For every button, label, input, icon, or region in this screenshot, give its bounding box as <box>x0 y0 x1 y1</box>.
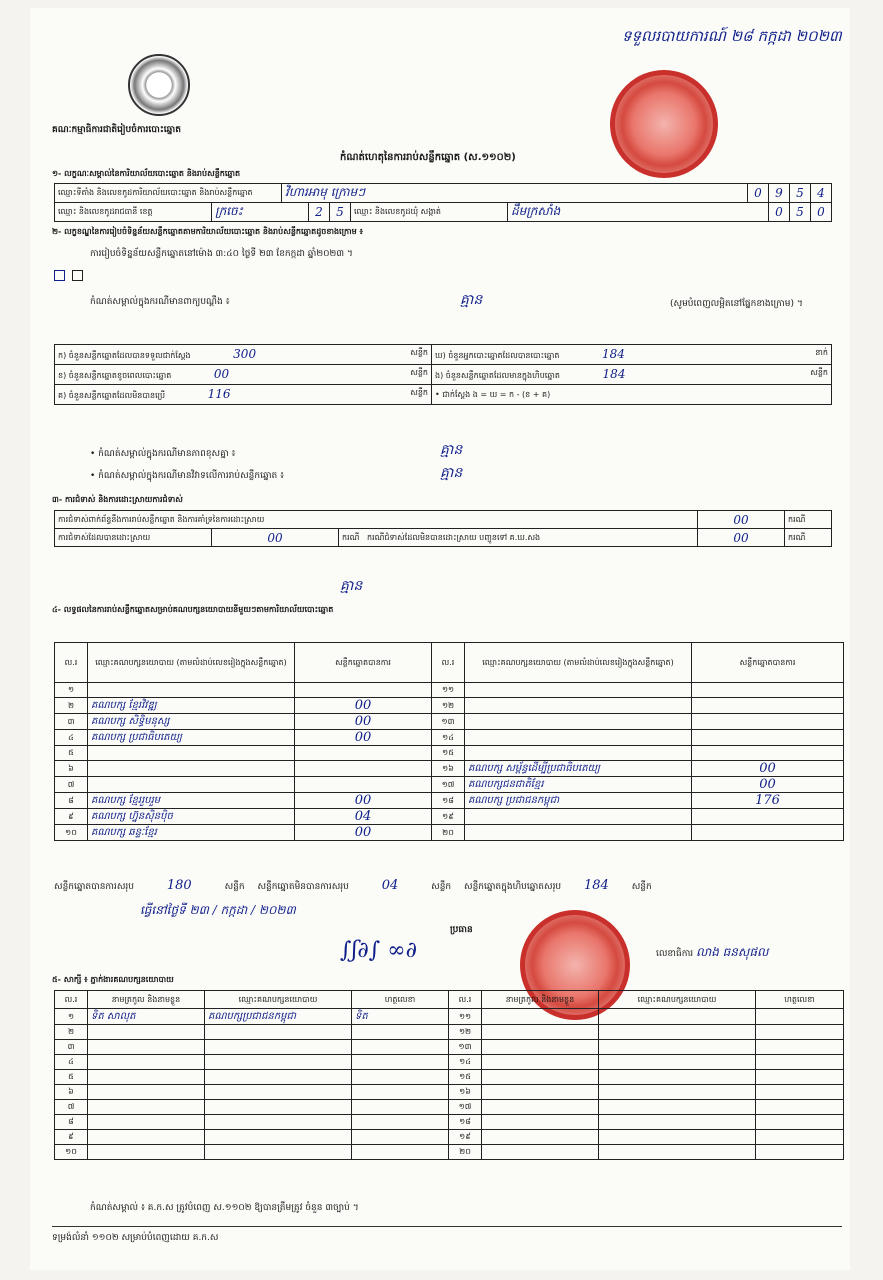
witness-name-right <box>482 1070 599 1085</box>
results-row <box>55 793 844 809</box>
results-party-right <box>465 683 692 698</box>
witness-party-left <box>205 1100 352 1115</box>
witness-name-right <box>482 1100 599 1115</box>
count-b-unit: សន្លឹក <box>410 368 428 377</box>
objection-row1-label: ការជំទាស់ពាក់ព័ន្ធនឹងការរាប់សន្លឹកឆ្នោត និងការគាំទ្រនៃការដោះស្រាយ <box>55 511 698 529</box>
results-body <box>55 683 844 841</box>
received-date-handwriting: ទទួលរបាយការណ៍ ២៨ កក្កដា ២០២៣ <box>622 27 842 45</box>
results-no-right: ១១ <box>432 683 465 698</box>
checkbox-no[interactable] <box>72 270 83 281</box>
witness-party-left <box>205 1115 352 1130</box>
results-no-left: ៩ <box>55 809 88 825</box>
results-party-left <box>88 777 295 793</box>
witness-sig-left <box>352 1100 449 1115</box>
witness-no-left: ៨ <box>55 1115 88 1130</box>
witness-name-right <box>482 1025 599 1040</box>
witness-party-right <box>599 1100 756 1115</box>
count-a-unit: សន្លឹក <box>410 348 428 357</box>
witness-no-left: ១០ <box>55 1145 88 1160</box>
footer-divider <box>52 1226 842 1227</box>
witness-row <box>55 1055 844 1070</box>
results-no-left: ៥ <box>55 746 88 761</box>
objection-row1-value: 00 <box>698 511 785 529</box>
results-header-votes-left: សន្លឹកឆ្នោតបានការ <box>295 643 432 683</box>
commune-code-3: 0 <box>811 203 832 222</box>
results-header-votes-right: សន្លឹកឆ្នោតបានការ <box>692 643 844 683</box>
results-row <box>55 809 844 825</box>
witness-party-right <box>599 1040 756 1055</box>
results-party-right <box>465 698 692 714</box>
results-party-left <box>88 761 295 777</box>
witness-sig-right <box>756 1085 844 1100</box>
witness-no-left: ៤ <box>55 1055 88 1070</box>
results-party-left: គណបក្ស ឆន្ទៈខ្មែរ <box>88 825 295 841</box>
witness-party-right <box>599 1009 756 1025</box>
results-votes-right <box>692 746 844 761</box>
results-votes-right <box>692 809 844 825</box>
witness-party-right <box>599 1055 756 1070</box>
witness-header-no-right: ល.រ <box>449 991 482 1009</box>
results-no-right: ១៥ <box>432 746 465 761</box>
results-votes-left <box>295 761 432 777</box>
results-header-party-right: ឈ្មោះគណបក្សនយោបាយ (តាមលំដាប់លេខរៀងក្នុងសន្លឹកឆ្នោត) <box>465 643 692 683</box>
witness-party-left <box>205 1145 352 1160</box>
results-votes-left <box>295 746 432 761</box>
witness-sig-left <box>352 1070 449 1085</box>
witness-no-left: ៩ <box>55 1130 88 1145</box>
witness-row <box>55 1025 844 1040</box>
witness-sig-left <box>352 1040 449 1055</box>
witness-name-left: ទិត សាលុត <box>88 1009 205 1025</box>
results-row <box>55 714 844 730</box>
witness-sig-right <box>756 1055 844 1070</box>
results-row <box>55 777 844 793</box>
witness-header-sig: ហត្ថលេខា <box>352 991 449 1009</box>
witness-no-right: ១៦ <box>449 1085 482 1100</box>
witness-sig-right <box>756 1115 844 1130</box>
count-c-value: 116 <box>207 387 231 401</box>
location-label: ឈ្មោះទីតាំង និងលេខកូដការិយាល័យបោះឆ្នោត និងរាប់សន្លឹកឆ្នោត <box>55 184 282 203</box>
valid-total-value: 180 <box>166 878 192 893</box>
section2-title: ២- លក្ខខណ្ឌនៃការរៀបចំទិន្នន័យសន្លឹកឆ្នោតតាមការិយាល័យបោះឆ្នោត និងរាប់សន្លឹកឆ្នោតដូចខាងក្រោម ៖ <box>52 227 363 236</box>
count-d-value: 184 <box>601 347 625 361</box>
witness-party-left <box>205 1040 352 1055</box>
results-party-left: គណបក្ស ខ្មែរវិវឌ្ឍ <box>88 698 295 714</box>
witness-header-name-right: នាមត្រកូល និងនាមខ្លួន <box>482 991 599 1009</box>
witness-header-no: ល.រ <box>55 991 88 1009</box>
note2-value: គ្មាន <box>440 465 463 481</box>
results-no-left: ១ <box>55 683 88 698</box>
box-total-label: សន្លឹកឆ្នោតក្នុងហិបឆ្នោតសរុប <box>464 882 562 892</box>
section1-title: ១- លក្ខណៈសម្គាល់នៃការិយាល័យបោះឆ្នោត និងរាប់សន្លឹកឆ្នោត <box>52 169 241 178</box>
results-no-left: ៣ <box>55 714 88 730</box>
results-votes-left <box>295 683 432 698</box>
witness-party-right <box>599 1145 756 1160</box>
witness-header-sig-right: ហត្ថលេខា <box>756 991 844 1009</box>
results-party-right <box>465 809 692 825</box>
witness-no-left: ៧ <box>55 1100 88 1115</box>
note1-label: • កំណត់សម្គាល់ក្នុងករណីមានភាពខុសគ្នា ៖ <box>90 449 236 459</box>
witness-no-left: ៣ <box>55 1040 88 1055</box>
results-no-right: ១៩ <box>432 809 465 825</box>
complaint-note: (សូមបំពេញលម្អិតនៅផ្នែកខាងក្រោម) ។ <box>670 299 803 309</box>
witness-sig-right <box>756 1040 844 1055</box>
witness-header-party: ឈ្មោះគណបក្សនយោបាយ <box>205 991 352 1009</box>
witness-row <box>55 1085 844 1100</box>
count-c-label: គ) ចំនួនសន្លឹកឆ្នោតដែលមិនបានប្រើ <box>58 391 166 400</box>
count-b-label: ខ) ចំនួនសន្លឹកឆ្នោតខូចពេលបោះឆ្នោត <box>58 371 172 380</box>
witness-name-left <box>88 1025 205 1040</box>
results-no-right: ២០ <box>432 825 465 841</box>
results-votes-left <box>295 777 432 793</box>
results-party-left: គណបក្ស ប្រជាធិបតេយ្យ <box>88 730 295 746</box>
witness-no-right: ១៣ <box>449 1040 482 1055</box>
results-party-right <box>465 746 692 761</box>
objection-row2-unit: ករណី <box>342 532 360 542</box>
note2-label: • កំណត់សម្គាល់ក្នុងករណីមានវិវាទលើការរាប់សន្លឹកឆ្នោត ៖ <box>90 471 285 481</box>
results-votes-left: 00 <box>295 714 432 730</box>
results-votes-right <box>692 730 844 746</box>
results-party-right: គណបក្សជនជាតិខ្មែរ <box>465 777 692 793</box>
witness-table <box>54 990 844 1160</box>
objection-row1-unit: ករណី <box>785 511 832 529</box>
complaint-label: កំណត់សម្គាល់ក្នុងករណីមានពាក្យបណ្ដឹង ៖ <box>90 297 230 307</box>
witness-party-left <box>205 1070 352 1085</box>
results-no-right: ១៧ <box>432 777 465 793</box>
objection-row3-value: 00 <box>698 529 785 547</box>
witness-row <box>55 1040 844 1055</box>
results-party-left <box>88 746 295 761</box>
witness-row <box>55 1130 844 1145</box>
chair-signature: ∫ʃ∂∫ ∞∂ <box>340 938 417 963</box>
footer-note: កំណត់សម្គាល់ ៖ គ.ក.ស ត្រូវបំពេញ ស.១១០២ ឱ្យបានត្រឹមត្រូវ ចំនួន ៣ច្បាប់ ។ <box>90 1203 359 1213</box>
count-a-label: ក) ចំនួនសន្លឹកឆ្នោតដែលបានទទួលជាក់ស្ដែង <box>58 351 191 360</box>
results-votes-right <box>692 683 844 698</box>
results-votes-left: 00 <box>295 825 432 841</box>
count-c-unit: សន្លឹក <box>410 388 428 397</box>
commune-value: ដឹមក្រសាំង <box>508 203 769 222</box>
witness-no-right: ១៩ <box>449 1130 482 1145</box>
results-no-left: ២ <box>55 698 88 714</box>
witness-sig-right <box>756 1025 844 1040</box>
count-e-label: ង) ចំនួនសន្លឹកឆ្នោតដែលមានក្នុងហិបឆ្នោត <box>435 371 560 380</box>
results-row <box>55 825 844 841</box>
time-line: ការរៀបចំទិន្នន័យសន្លឹកឆ្នោតនៅម៉ោង ៣:៤០ ថ្ងៃទី ២៣ ខែកក្កដា ឆ្នាំ២០២៣ ។ <box>90 249 353 259</box>
witness-sig-right <box>756 1009 844 1025</box>
witness-no-right: ១២ <box>449 1025 482 1040</box>
note1-value: គ្មាន <box>440 442 463 458</box>
committee-name: គណៈកម្មាធិការជាតិរៀបចំការបោះឆ្នោត <box>52 125 181 135</box>
witness-name-right <box>482 1145 599 1160</box>
location-code-4: 4 <box>811 184 832 203</box>
results-no-left: ៧ <box>55 777 88 793</box>
witness-name-right <box>482 1040 599 1055</box>
witness-party-right <box>599 1085 756 1100</box>
valid-total-unit: សន្លឹក <box>224 882 245 892</box>
results-header-no-right: ល.រ <box>432 643 465 683</box>
invalid-total-value: 04 <box>381 878 399 893</box>
section1-table-row2 <box>54 202 832 222</box>
checkbox-line <box>52 270 85 281</box>
witness-no-right: ១៤ <box>449 1055 482 1070</box>
secretary-line <box>656 944 768 962</box>
province-label: ឈ្មោះ និងលេខកូដរាជធានី ខេត្ត <box>55 203 212 222</box>
witness-row <box>55 1100 844 1115</box>
witness-row <box>55 1145 844 1160</box>
section3-title: ៣- ការជំទាស់ និងការដោះស្រាយការជំទាស់ <box>52 495 183 504</box>
count-d-label: ឃ) ចំនួនអ្នកបោះឆ្នោតដែលបានបោះឆ្នោត <box>435 351 560 360</box>
form-page <box>30 8 850 1270</box>
results-votes-right: 00 <box>692 761 844 777</box>
section4-title: ៤- លទ្ធផលនៃការរាប់សន្លឹកឆ្នោតសម្រាប់គណបក្សនយោបាយនីមួយៗតាមការិយាល័យបោះឆ្នោត <box>52 605 334 614</box>
results-row <box>55 730 844 746</box>
witness-party-left <box>205 1130 352 1145</box>
results-table <box>54 642 844 841</box>
results-row <box>55 683 844 698</box>
results-no-right: ១២ <box>432 698 465 714</box>
witness-no-right: ១១ <box>449 1009 482 1025</box>
witness-party-right <box>599 1130 756 1145</box>
results-votes-left: 00 <box>295 698 432 714</box>
witness-no-right: ១៥ <box>449 1070 482 1085</box>
complaint-value: គ្មាន <box>460 292 483 308</box>
results-row <box>55 746 844 761</box>
witness-no-right: ១៨ <box>449 1115 482 1130</box>
date-line: ធ្វើនៅថ្ងៃទី ២៣ / កក្កដា / ២០២៣ <box>140 903 296 917</box>
objection-note-value: គ្មាន <box>340 578 363 594</box>
results-party-left <box>88 683 295 698</box>
objection-table <box>54 510 832 547</box>
count-b-value: 00 <box>213 367 230 381</box>
section1-table <box>54 183 832 203</box>
province-code-2: 5 <box>330 203 351 222</box>
box-total-unit: សន្លឹក <box>631 882 652 892</box>
results-votes-left: 04 <box>295 809 432 825</box>
results-votes-right <box>692 825 844 841</box>
valid-total-label: សន្លឹកឆ្នោតបានការសរុប <box>54 882 134 892</box>
results-party-left: គណបក្ស ហ្វ៊ុនស៊ិនប៉ិច <box>88 809 295 825</box>
commune-code-2: 5 <box>790 203 811 222</box>
secretary-label: លេខាធិការ <box>656 949 694 959</box>
witness-sig-right <box>756 1145 844 1160</box>
results-no-left: ៨ <box>55 793 88 809</box>
witness-sig-right <box>756 1100 844 1115</box>
objection-row2-label: ការជំទាស់ដែលបានដោះស្រាយ <box>55 529 212 547</box>
witness-name-left <box>88 1115 205 1130</box>
results-no-right: ១៦ <box>432 761 465 777</box>
objection-row2-value: 00 <box>212 529 339 547</box>
count-d-unit: នាក់ <box>815 348 828 357</box>
count-e-unit: សន្លឹក <box>810 368 828 377</box>
box-total-value: 184 <box>584 878 609 893</box>
results-party-left: គណបក្ស សិទ្ធិមនុស្ស <box>88 714 295 730</box>
witness-no-left: ៦ <box>55 1085 88 1100</box>
witness-no-right: ១៧ <box>449 1100 482 1115</box>
location-code-3: 5 <box>790 184 811 203</box>
results-no-right: ១៤ <box>432 730 465 746</box>
commune-code-1: 0 <box>769 203 790 222</box>
results-party-left: គណបក្ស ខ្មែររួបរួម <box>88 793 295 809</box>
witness-party-left <box>205 1085 352 1100</box>
results-votes-right: 00 <box>692 777 844 793</box>
results-header-party-left: ឈ្មោះគណបក្សនយោបាយ (តាមលំដាប់លេខរៀងក្នុងសន្លឹកឆ្នោត) <box>88 643 295 683</box>
invalid-total-unit: សន្លឹក <box>431 882 452 892</box>
witness-party-right <box>599 1025 756 1040</box>
commune-label: ឈ្មោះ និងលេខកូដឃុំ សង្កាត់ <box>351 203 508 222</box>
witness-party-left <box>205 1055 352 1070</box>
witness-header-name: នាមត្រកូល និងនាមខ្លួន <box>88 991 205 1009</box>
witness-name-right <box>482 1009 599 1025</box>
results-header-no-left: ល.រ <box>55 643 88 683</box>
results-no-left: ១០ <box>55 825 88 841</box>
witness-sig-left <box>352 1025 449 1040</box>
objection-row3-label: ករណីជំទាស់ដែលមិនបានដោះស្រាយ បញ្ជូនទៅ គ.ឃ.សង <box>367 532 541 542</box>
location-code-1: 0 <box>748 184 769 203</box>
witness-sig-left: ទិត <box>352 1009 449 1025</box>
results-votes-right: 176 <box>692 793 844 809</box>
witness-no-left: ១ <box>55 1009 88 1025</box>
witness-name-left <box>88 1085 205 1100</box>
witness-name-left <box>88 1100 205 1115</box>
location-code-2: 9 <box>769 184 790 203</box>
province-code-1: 2 <box>309 203 330 222</box>
witness-party-left: គណបក្សប្រជាជនកម្ពុជា <box>205 1009 352 1025</box>
checkbox-yes[interactable] <box>54 270 65 281</box>
witness-row <box>55 1115 844 1130</box>
signer-title: ប្រធាន <box>450 925 473 935</box>
results-no-right: ១៨ <box>432 793 465 809</box>
witness-no-right: ២០ <box>449 1145 482 1160</box>
count-e-value: 184 <box>602 367 626 381</box>
formula-text: • ជាក់ស្ដែង ង = ឃ = ក - (ខ + គ) <box>432 385 832 405</box>
witness-row <box>55 1070 844 1085</box>
witness-header-party-right: ឈ្មោះគណបក្សនយោបាយ <box>599 991 756 1009</box>
results-party-right: គណបក្ស សម្ព័ន្ធដើម្បីប្រជាធិបតេយ្យ <box>465 761 692 777</box>
witness-sig-left <box>352 1085 449 1100</box>
results-votes-right <box>692 714 844 730</box>
results-votes-right <box>692 698 844 714</box>
witness-party-left <box>205 1025 352 1040</box>
witness-no-left: ២ <box>55 1025 88 1040</box>
witness-body <box>55 1009 844 1160</box>
footer-line: ទម្រង់លំនាំ ១១០២ សម្រាប់បំពេញដោយ គ.ក.ស <box>52 1233 219 1243</box>
results-party-right <box>465 730 692 746</box>
nec-emblem-icon <box>128 54 190 116</box>
count-table <box>54 344 832 405</box>
province-value: ក្រចេះ <box>212 203 309 222</box>
witness-name-left <box>88 1145 205 1160</box>
witness-name-right <box>482 1130 599 1145</box>
results-party-right <box>465 825 692 841</box>
results-votes-left: 00 <box>295 730 432 746</box>
results-no-left: ៤ <box>55 730 88 746</box>
witness-name-right <box>482 1085 599 1100</box>
secretary-value: លាង ធនសុផល <box>696 945 769 959</box>
invalid-total-label: សន្លឹកឆ្នោតមិនបានការសរុប <box>257 882 349 892</box>
witness-no-left: ៥ <box>55 1070 88 1085</box>
results-votes-left: 00 <box>295 793 432 809</box>
witness-name-left <box>88 1040 205 1055</box>
location-value: វិហារអាមុ ក្រោមៗ <box>282 184 748 203</box>
witness-name-left <box>88 1130 205 1145</box>
section5-title: ៥- សាក្សី ៖ ភ្នាក់ងារគណបក្សនយោបាយ <box>52 975 174 984</box>
witness-row <box>55 1009 844 1025</box>
witness-party-right <box>599 1115 756 1130</box>
results-row <box>55 698 844 714</box>
count-a-value: 300 <box>233 347 257 361</box>
witness-sig-left <box>352 1115 449 1130</box>
witness-sig-right <box>756 1130 844 1145</box>
results-party-right: គណបក្ស ប្រជាជនកម្ពុជា <box>465 793 692 809</box>
results-row <box>55 761 844 777</box>
witness-name-left <box>88 1055 205 1070</box>
witness-sig-left <box>352 1055 449 1070</box>
witness-sig-left <box>352 1145 449 1160</box>
official-seal-top <box>610 70 718 178</box>
witness-sig-left <box>352 1130 449 1145</box>
witness-name-left <box>88 1070 205 1085</box>
witness-party-right <box>599 1070 756 1085</box>
results-party-right <box>465 714 692 730</box>
witness-name-right <box>482 1055 599 1070</box>
results-no-left: ៦ <box>55 761 88 777</box>
results-no-right: ១៣ <box>432 714 465 730</box>
totals-line <box>54 878 844 894</box>
witness-name-right <box>482 1115 599 1130</box>
objection-row3-unit: ករណី <box>785 529 832 547</box>
witness-sig-right <box>756 1070 844 1085</box>
form-title: កំណត់ហេតុនៃការរាប់សន្លឹកឆ្នោត (ស.១១០២) <box>340 152 516 163</box>
